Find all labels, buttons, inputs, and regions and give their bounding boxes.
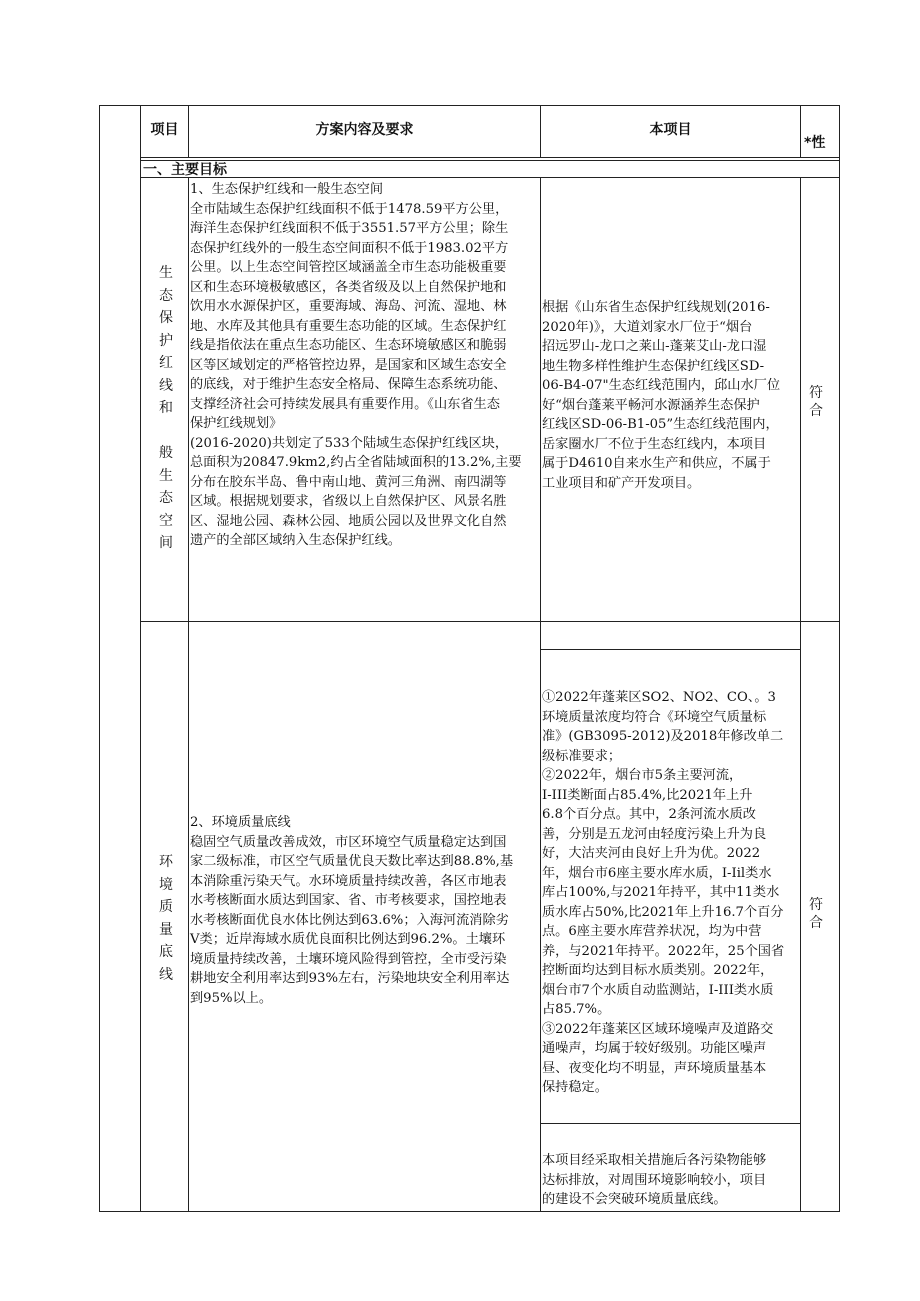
- header-project: 本项目: [649, 122, 692, 138]
- section-main-goal: 一、主要目标: [143, 162, 227, 178]
- item-column-left-border: [140, 105, 141, 1212]
- project-environment: ①2022年蓬莱区SO2、NO2、CO、。3 环境质量浓度均符合《环境空气质量标 准》(GB3095-2012)及2018年修改单二 级标准要求； ②2022年，烟台市5条主要河流， I-III类断面占85.4%,比2021年上升 6.8个百分点。其中，2条河流水质改 善，分别是五龙河由轻度污染上升为良 好，大沽夹河由良好上升为优。2022 年，烟台市6座主要水库水质，I-Iil类水 库占100%,与2021年持平，其中11类水 质水库占50%,比2021年上升16.7个百分 点。6座主要水库营养状况，均为中营 养，与2021年持平。2022年，25个国省 控断面均达到目标水质类别。2022年， 烟台市7个水质自动监测站，I-III类水质 占85.7%。 ③2022年蓬莱区区域环境噪声及道路交 通噪声，均属于较好级别。功能区噪声 昼、夜变化均不明显，声环境质量基本 保持稳定。: [542, 690, 785, 1095]
- table-right-border: [839, 105, 840, 1212]
- table-bottom-border: [99, 1211, 839, 1212]
- header-requirement: 方案内容及要求: [315, 122, 414, 138]
- header-conformity: *性: [804, 135, 826, 151]
- requirement-ecology: 1、生态保护红线和一般生态空间 全市陆域生态保护红线面积不低于1478.59平方公里， 海洋生态保护红线面积不低于3551.57平方公里；除生 态保护红线外的一般生态空间面积不低于1983.02平方 公里。以上生态空间管控区域涵盖全市生态功能极重要 区和生态环境极敏感区，各类省级及以上自然保护地和 饮用水水源保护区，重要海域、海岛、河流、湿地、林 地、水库及其他具有重要生态功能的区域。生态保护红 线是指依法在重点生态功能区、生态环境敏感区和脆弱 区等区域划定的严格管控边界，是国家和区域生态安全 的底线，对于维护生态安全格局、保障生态系统功能、 支撑经济社会可持续发展具有重要作用。《山东省生态 保护红线规划》 (2016-2020)共划定了533个陆域生态保护红线区块， 总面积为20847.9km2,约占全省陆域面积的13.2%,主要 分布在胶东半岛、鲁中南山地、黄河三角洲、南四湖等 区域。根据规划要求，省级以上自然保护区、风景名胜 区、湿地公园、森林公园、地质公园以及世界文化自然 遗产的全部区域纳入生态保护红线。: [190, 182, 522, 548]
- item-label-ecology: 生 态 保 护 红 线 和 般 生 态 空 间: [159, 265, 173, 551]
- table-top-border: [99, 105, 839, 106]
- project-column-right-border: [800, 105, 801, 158]
- section-divider: [140, 177, 839, 178]
- project-environment-conclusion: 本项目经采取相关措施后各污染物能够 达标排放，对周围环境影响较小，项目 的建设不会突破环境质量底线。: [542, 1153, 767, 1207]
- header-item: 项目: [150, 122, 179, 138]
- conformity-ecology: 符 合: [809, 385, 823, 419]
- header-divider: [140, 157, 839, 161]
- row-divider: [140, 621, 839, 622]
- conformity-environment: 符 合: [809, 897, 823, 931]
- project-cell-top-border: [540, 649, 800, 650]
- project-cell-split: [540, 1123, 800, 1124]
- item-label-environment: 环 境 质 量 底 线: [159, 854, 173, 983]
- project-ecology: 根据《山东省生态保护红线规划(2016- 2020年)》，大道刘家水厂位于“烟台 招远罗山-龙口之莱山-蓬莱艾山-龙口湿 地生物多样性维护生态保护红线区SD- 06-B4-07"生态红线范围内，邱山水厂位 好“烟台蓬莱平畅河水源涵养生态保护 红线区SD-06-B1-05”生态红线范围内， 岳家圈水厂不位于生态红线内，本项目 属于D4610自来水生产和供应，不属于 工业项目和矿产开发项目。: [542, 300, 781, 491]
- requirement-environment: 2、环境质量底线 稳固空气质量改善成效，市区环境空气质量稳定达到国 家二级标准，市区空气质量优良天数比率达到88.8%,基 本消除重污染天气。水环境质量持续改善，各区市地表 水考核断面水质达到国家、省、市考核要求，国控地表 水考核断面优良水体比例达到63.6%；入海河流消除劣 V类；近岸海域水质优良面积比例达到96.2%。土壤环 境质量持续改善，土壤环境风险得到管控，全市受污染 耕地安全利用率达到93%左右，污染地块安全利用率达 到95%以上。: [190, 815, 514, 1006]
- table-left-border: [99, 105, 100, 1212]
- item-column-right-border: [188, 177, 189, 1212]
